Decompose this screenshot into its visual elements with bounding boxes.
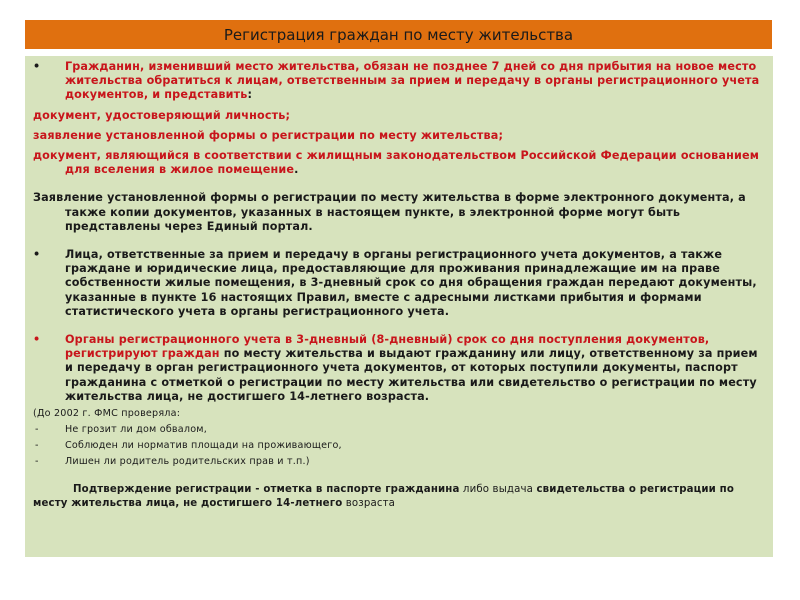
bullet-icon: •: [33, 60, 41, 73]
fms-note-heading: (До 2002 г. ФМС проверяла:: [33, 408, 181, 420]
responsible-persons-paragraph: • Лица, ответственные за прием и передачу в органы регистрационного учета документов, а также граждане и юридические лица, предоставляющие для проживания принадлежащие им на праве собственности жилые помещения, в 3-дневный срок со дня обращения граждан передают документы, указанные в пункте 16 настоящих Правил, вместе с адресными листками прибытия и формами статистического учета в органы регистрационного учета.: [33, 248, 757, 318]
bullet-icon: •: [33, 248, 41, 262]
dash-icon: -: [35, 424, 39, 436]
required-doc-housing: документ, являющийся в соответствии с жилищным законодательством Российской Федерации основанием для вселения в жилое помещение.: [33, 149, 759, 177]
dash-icon: -: [35, 456, 39, 468]
dash-icon: -: [35, 440, 39, 452]
content-panel: [25, 56, 773, 557]
citizen-obligation-paragraph: • Гражданин, изменивший место жительства, обязан не позднее 7 дней со дня прибытия на новое место жительства обратиться к лицам, ответственным за прием и передачу в органы регистрационного учета документов, и представить:: [33, 60, 760, 102]
required-doc-identity: документ, удостоверяющий личность;: [33, 108, 291, 122]
fms-note-item: - Лишен ли родитель родительских прав и т.п.): [33, 454, 765, 470]
bullet-icon: •: [33, 333, 41, 347]
fms-note-item: - Не грозит ли дом обвалом,: [33, 422, 765, 438]
registration-authority-paragraph: • Органы регистрационного учета в 3-дневный (8-дневный) срок со дня поступления документов, регистрируют граждан по месту жительства и выдают гражданину или лицу, ответственному за прием и передачу в орган регистрационного учета документов, от которых поступили документы, паспорт гражданина с отметкой о регистрации по месту жительства или свидетельство о регистрации по месту жительства лица, не достигшего 14-летнего возраста.: [33, 333, 758, 403]
registration-confirmation: Подтверждение регистрации - отметка в паспорте гражданина либо выдача свидетельства о регистрации по месту жительства лица, не достигшего 14-летнего возраста: [33, 484, 734, 509]
fms-note-item: - Соблюден ли норматив площади на проживающего,: [33, 438, 765, 454]
required-doc-application: заявление установленной формы о регистрации по месту жительства;: [33, 128, 504, 142]
electronic-application-paragraph: Заявление установленной формы о регистрации по месту жительства в форме электронного документа, а также копии документов, указанных в настоящем пункте, в электронной форме могут быть представлены через Единый портал.: [33, 191, 746, 233]
slide-title: Регистрация граждан по месту жительства: [223, 25, 574, 44]
slide-title-bar: [25, 20, 772, 49]
